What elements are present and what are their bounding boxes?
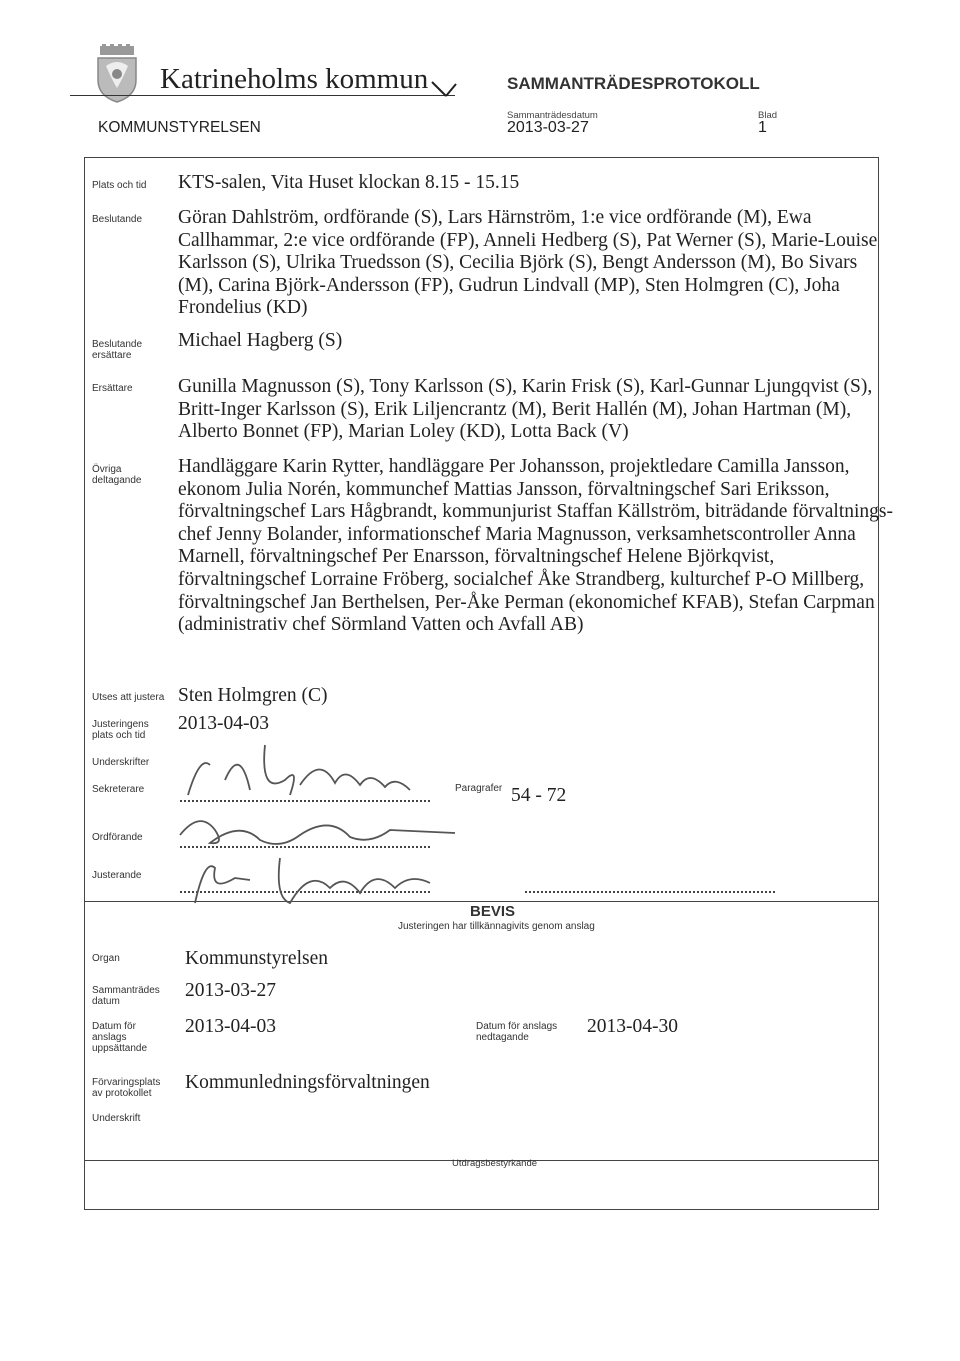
meeting-date-label: Sammanträdesdatum xyxy=(507,110,598,121)
others-list: Handläggare Karin Rytter, handläggare Per Johansson, projektledare Camilla Jansson, ekonom Julia Norén, kommunchef Mattias Jansson, förvaltningschef Sari Eriksson, förvaltningschef Lars Hågbrandt, kommunjurist Staffan Källström, biträdande förvaltnings-chef Jenny Bolander, informationschef Maria Magnusson, verksamhetscontroller Anna Marnell, förvaltningschef Per Enarsson, förvaltningschef Helene Björkqvist, förvaltningschef Lorraine Fröberg, socialchef Åke Strandberg, kulturchef P-O Millberg, förvaltningschef Jan Berthelsen, Per-Åke Perman (ekonomichef KFAB), Stefan Carpman (administrativ chef Sörmland Vatten och Avfall AB) xyxy=(178,456,894,636)
substitutes-label: Ersättare xyxy=(92,383,133,394)
place-label: Plats och tid xyxy=(92,180,147,191)
storage-label: Förvaringsplats av protokollet xyxy=(92,1077,161,1099)
adjuster-label: Utses att justera xyxy=(92,692,165,703)
others-label: Övriga deltagande xyxy=(92,464,142,486)
certificate-subtitle: Justeringen har tillkännagivits genom anslag xyxy=(398,921,595,932)
subst-voting-label: Beslutande ersättare xyxy=(92,339,143,361)
adjuster-sign-label: Justerande xyxy=(92,870,142,881)
page-number: 1 xyxy=(758,119,767,136)
signatures-label: Underskrifter xyxy=(92,757,150,768)
header-rule-left xyxy=(70,95,155,96)
storage-place: Kommunledningsförvaltningen xyxy=(185,1072,430,1093)
removed-date: 2013-04-30 xyxy=(587,1016,678,1037)
paragraphs-label: Paragrafer xyxy=(455,783,503,794)
posted-label: Datum för anslags uppsättande xyxy=(92,1021,148,1054)
extract-footer: Utdragsbestyrkande xyxy=(452,1158,538,1169)
members-list: Göran Dahlström, ordförande (S), Lars Härnström, 1:e vice ordförande (M), Ewa Callhammar, 2:e vice ordförande (FP), Anneli Hedberg (S), Pat Werner (S), Marie-Louise Karlsson (S), Ulrika Truedsson (S), Cecilia Björk (S), Bengt Andersson (M), Bo Sivars (M), Carina Björk-Andersson (FP), Gudrun Lindvall (MP), Sten Holmgren (C), Joha Frondelius (KD) xyxy=(178,207,878,319)
document-type: SAMMANTRÄDESPROTOKOLL xyxy=(507,74,760,93)
paragraphs-range: 54 - 72 xyxy=(511,785,567,806)
substitutes-list: Gunilla Magnusson (S), Tony Karlsson (S), Karin Frisk (S), Karl-Gunnar Ljungqvist (S), Britt-Inger Karlsson (S), Erik Liljencrantz (M), Berit Hallén (M), Johan Hartman (M), Alberto Bonnet (FP), Marian Loley (KD), Lotta Back (V) xyxy=(178,376,873,443)
meeting-place: KTS-salen, Vita Huset klockan 8.15 - 15.15 xyxy=(178,172,520,193)
second-adjuster-signature-line xyxy=(525,891,775,893)
header-slash-icon xyxy=(430,80,458,100)
secretary-label: Sekreterare xyxy=(92,784,145,795)
certificate-title: BEVIS xyxy=(470,903,516,920)
adjust-place: 2013-04-03 xyxy=(178,713,269,734)
board-name: KOMMUNSTYRELSEN xyxy=(98,119,261,136)
posted-date: 2013-04-03 xyxy=(185,1016,276,1037)
cert-meeting-date-label: Sammanträdes datum xyxy=(92,985,160,1007)
meeting-date: 2013-03-27 xyxy=(507,119,589,136)
municipality-name: Katrineholms kommun xyxy=(160,63,429,95)
chair-label: Ordförande xyxy=(92,832,143,843)
cert-meeting-date: 2013-03-27 xyxy=(185,980,276,1001)
secretary-signature xyxy=(170,735,460,810)
members-label: Beslutande xyxy=(92,214,143,225)
adjuster-name: Sten Holmgren (C) xyxy=(178,685,328,706)
subst-voting: Michael Hagberg (S) xyxy=(178,330,343,351)
adjuster-signature xyxy=(170,848,460,913)
page-label: Blad xyxy=(758,110,778,121)
removed-label: Datum för anslags nedtagande xyxy=(476,1021,558,1043)
header-rule-under xyxy=(155,95,455,96)
organ-label: Organ xyxy=(92,953,120,964)
signature-label: Underskrift xyxy=(92,1113,141,1124)
adjust-place-label: Justeringens plats och tid xyxy=(92,719,149,741)
organ-name: Kommunstyrelsen xyxy=(185,948,328,969)
